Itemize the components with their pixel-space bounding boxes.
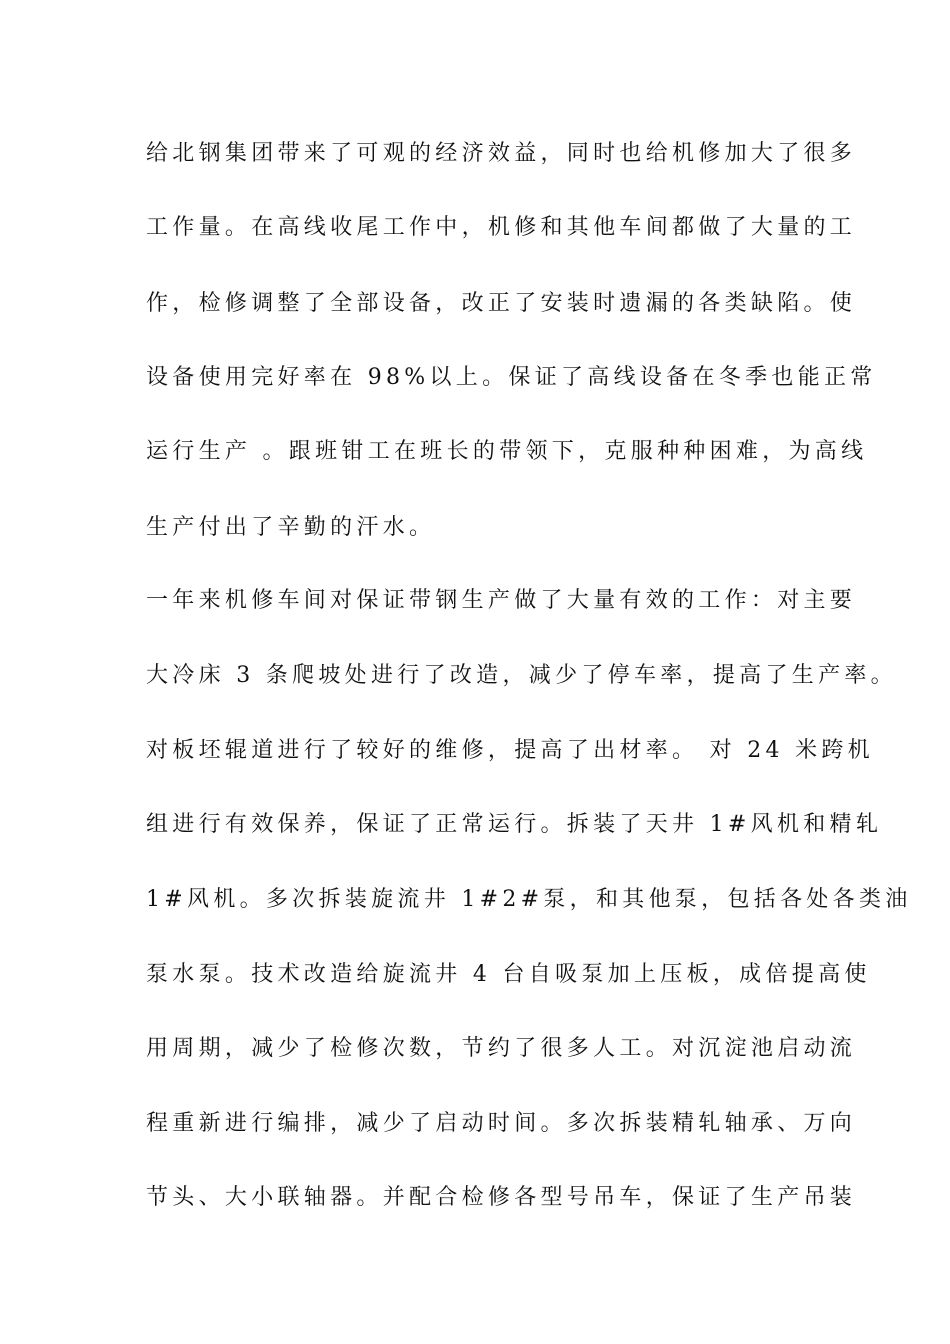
text-line-4: 设备使用完好率在 98%以上。保证了高线设备在冬季也能正常 bbox=[146, 365, 877, 390]
text-line-13: 用周期，减少了检修次数，节约了很多人工。对沉淀池启动流 bbox=[146, 1036, 857, 1061]
text-line-11: 1#风机。多次拆装旋流井 1#2#泵，和其他泵，包括各处各类油 bbox=[146, 887, 912, 912]
text-line-9: 对板坯辊道进行了较好的维修，提高了出材率。 对 24 米跨机 bbox=[146, 738, 874, 763]
text-line-2: 工作量。在高线收尾工作中，机修和其他车间都做了大量的工 bbox=[146, 215, 857, 240]
text-line-14: 程重新进行编排，减少了启动时间。多次拆装精轧轴承、万向 bbox=[146, 1111, 857, 1136]
text-line-12: 泵水泵。技术改造给旋流井 4 台自吸泵加上压板，成倍提高使 bbox=[146, 962, 871, 987]
text-line-3: 作，检修调整了全部设备，改正了安装时遗漏的各类缺陷。使 bbox=[146, 291, 857, 316]
text-line-5: 运行生产 。跟班钳工在班长的带领下，克服种种困难，为高线 bbox=[146, 439, 868, 464]
text-line-10: 组进行有效保养，保证了正常运行。拆装了天井 1#风机和精轧 bbox=[146, 812, 883, 837]
text-line-7: 一年来机修车间对保证带钢生产做了大量有效的工作：对主要 bbox=[146, 588, 857, 613]
text-line-1: 给北钢集团带来了可观的经济效益，同时也给机修加大了很多 bbox=[146, 141, 857, 166]
text-line-6: 生产付出了辛勤的汗水。 bbox=[146, 515, 436, 540]
text-line-15: 节头、大小联轴器。并配合检修各型号吊车，保证了生产吊装 bbox=[146, 1185, 857, 1210]
text-line-8: 大冷床 3 条爬坡处进行了改造，减少了停车率，提高了生产率。 bbox=[146, 663, 897, 688]
